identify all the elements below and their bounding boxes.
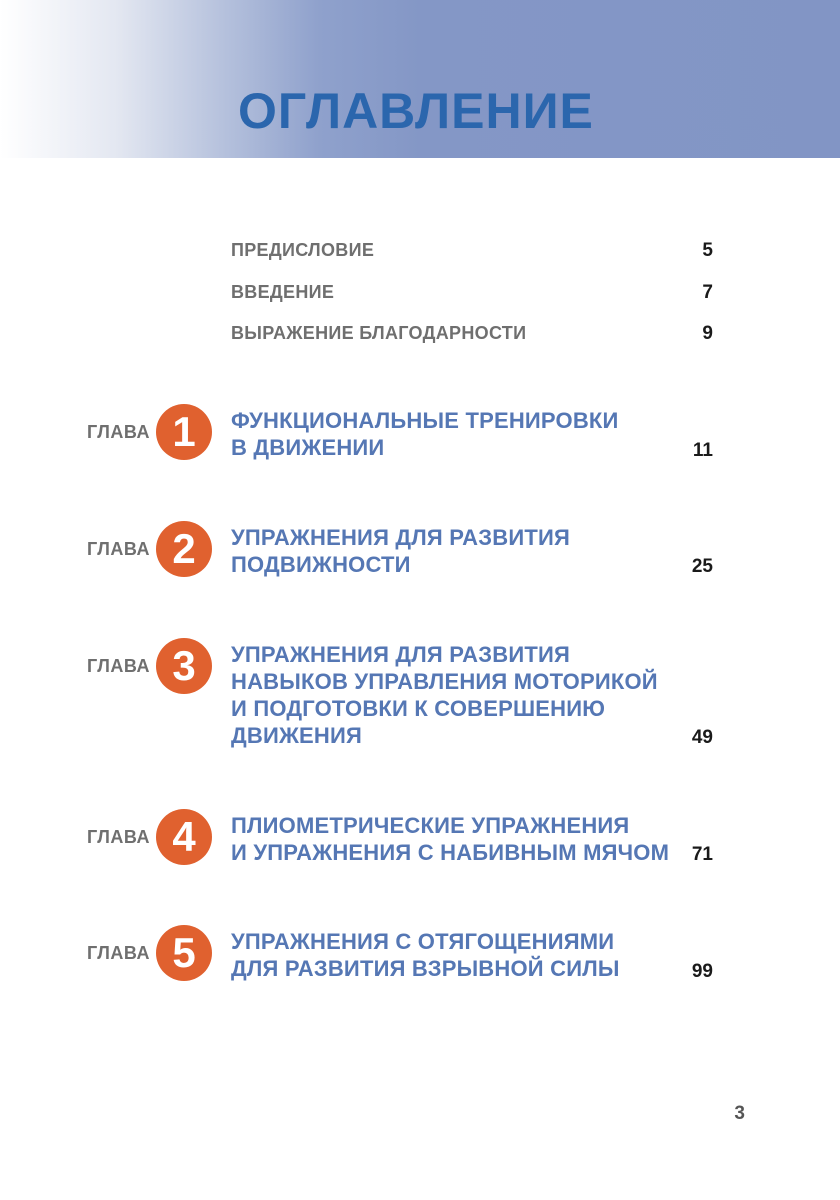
chapter-number-badge: 3: [156, 638, 212, 694]
chapter-title-line: И УПРАЖНЕНИЯ С НАБИВНЫМ МЯЧОМ: [231, 840, 670, 865]
toc-page-number: 7: [702, 282, 713, 303]
toc-page-number: 99: [691, 961, 713, 982]
toc-page-number: 71: [691, 844, 713, 865]
chapter-word: ГЛАВА: [87, 422, 150, 442]
chapter-number-badge: 2: [156, 521, 212, 577]
toc-entry-preface[interactable]: [231, 240, 713, 264]
chapter-word: ГЛАВА: [87, 539, 150, 559]
chapter-word: ГЛАВА: [87, 943, 150, 963]
toc-entry-label: ВЫРАЖЕНИЕ БЛАГОДАРНОСТИ: [231, 323, 527, 343]
toc-entry-label: ПРЕДИСЛОВИЕ: [231, 240, 375, 260]
chapter-title-line: ПЛИОМЕТРИЧЕСКИЕ УПРАЖНЕНИЯ: [231, 813, 630, 838]
chapter-title-line: В ДВИЖЕНИИ: [231, 435, 385, 460]
toc-page-number: 9: [702, 323, 713, 344]
toc-page-number: 5: [702, 240, 713, 261]
chapter-number-badge: 1: [156, 404, 212, 460]
toc-page-number: 11: [692, 440, 713, 461]
chapter-title: [231, 641, 671, 749]
chapter-title-line: ДЛЯ РАЗВИТИЯ ВЗРЫВНОЙ СИЛЫ: [231, 956, 620, 981]
chapter-title-line: УПРАЖНЕНИЯ ДЛЯ РАЗВИТИЯ: [231, 642, 571, 667]
chapter-title-line: ДВИЖЕНИЯ: [231, 723, 363, 748]
chapter-title-line: И ПОДГОТОВКИ К СОВЕРШЕНИЮ: [231, 696, 606, 721]
chapter-number-badge: 5: [156, 925, 212, 981]
toc-entry-acknowledgements[interactable]: [231, 323, 713, 347]
toc-entry-label: ВВЕДЕНИЕ: [231, 282, 335, 302]
chapter-title-line: ПОДВИЖНОСТИ: [231, 552, 411, 577]
page-title: ОГЛАВЛЕНИЕ: [238, 83, 594, 139]
chapter-title-line: ФУНКЦИОНАЛЬНЫЕ ТРЕНИРОВКИ: [231, 408, 619, 433]
chapter-title-line: НАВЫКОВ УПРАВЛЕНИЯ МОТОРИКОЙ: [231, 669, 658, 694]
chapter-title: [231, 812, 671, 866]
chapter-word: ГЛАВА: [87, 827, 150, 847]
chapter-title-line: УПРАЖНЕНИЯ ДЛЯ РАЗВИТИЯ: [231, 525, 571, 550]
chapter-title: [231, 407, 671, 461]
chapter-word: ГЛАВА: [87, 656, 150, 676]
chapter-title: [231, 524, 671, 578]
toc-entry-introduction[interactable]: [231, 282, 713, 306]
chapter-title: [231, 928, 671, 982]
page-number: 3: [734, 1103, 745, 1124]
toc-page-number: 49: [691, 727, 713, 748]
chapter-title-line: УПРАЖНЕНИЯ С ОТЯГОЩЕНИЯМИ: [231, 929, 615, 954]
chapter-number-badge: 4: [156, 809, 212, 865]
toc-page-number: 25: [691, 556, 713, 577]
